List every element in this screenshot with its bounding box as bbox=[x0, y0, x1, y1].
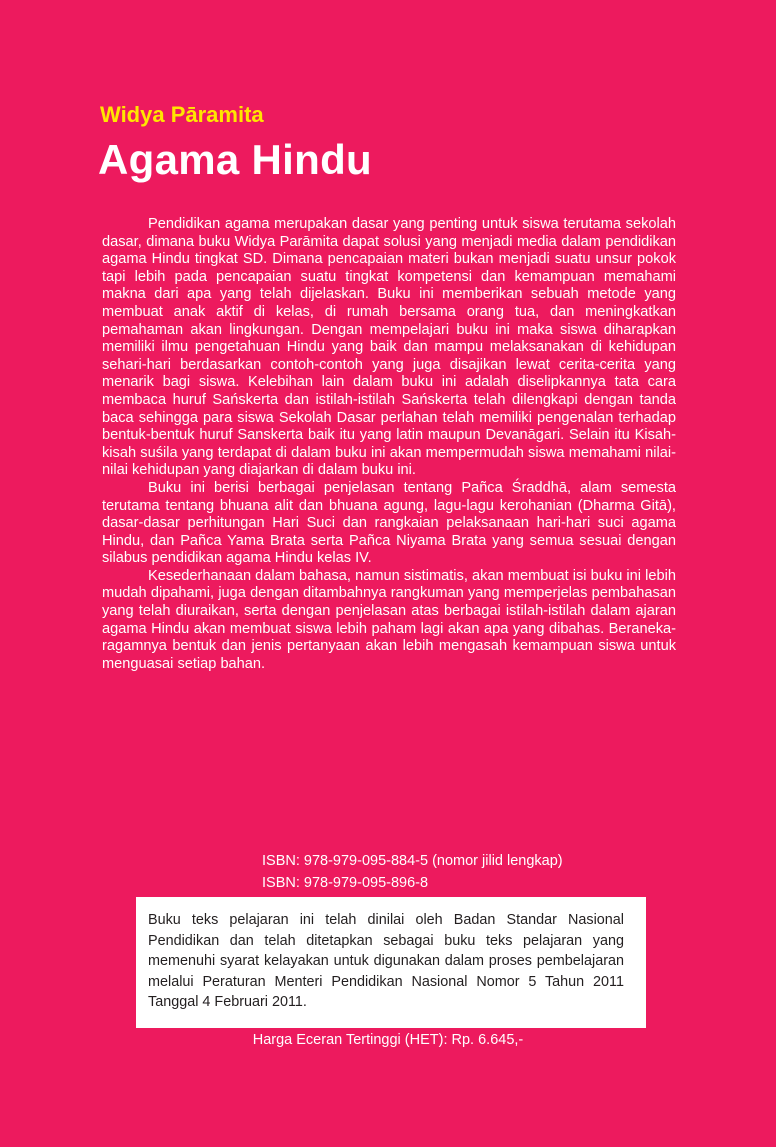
isbn-volume-number: ISBN: 978-979-095-896-8 bbox=[262, 875, 429, 891]
book-description bbox=[102, 216, 676, 673]
isbn-block bbox=[262, 850, 563, 894]
approval-notice-text: Buku teks pelajaran ini telah dinilai oleh Badan Standar Nasional Pendidikan dan telah ditetapkan sebagai buku teks pelajaran yang memenuhi syarat kelayakan untuk digunakan dalam proses pembelajaran melalui Peraturan Menteri Pendidikan Nasional Nomor 5 Tahun 2011 Tanggal 4 Februari 2011. bbox=[148, 912, 624, 1010]
isbn-set-number: ISBN: 978-979-095-884-5 (nomor jilid lengkap) bbox=[262, 853, 563, 869]
approval-notice-box bbox=[136, 897, 646, 1028]
series-name: Widya Pāramita bbox=[100, 102, 264, 127]
description-paragraph: Buku ini berisi berbagai penjelasan tentang Pañca Śraddhā, alam semesta terutama tentang bhuana alit dan bhuana agung, lagu-lagu kerohanian (Dharma Gitā), dasar-dasar perhitungan Hari Suci dan rangkaian pelaksanaan hari-hari suci agama Hindu, dan Pañca Yama Brata serta Pañca Niyama Brata yang semua sesuai dengan silabus pendidikan agama Hindu kelas IV. bbox=[102, 479, 676, 567]
retail-price: Harga Eceran Tertinggi (HET): Rp. 6.645,- bbox=[252, 1032, 524, 1048]
description-paragraph: Kesederhanaan dalam bahasa, namun sistimatis, akan membuat isi buku ini lebih mudah dipahami, juga dengan ditambahnya rangkuman yang memperjelas pembahasan yang telah diuraikan, serta dengan penjelasan atas berbagai istilah-istilah dalam ajaran agama Hindu akan membuat siswa lebih paham lagi akan apa yang dibahas. Beraneka-ragamnya bentuk dan jenis pertanyaan akan lebih mengasah kemampuan siswa untuk menguasai setiap bahan. bbox=[102, 567, 676, 672]
description-paragraph: Pendidikan agama merupakan dasar yang penting untuk siswa terutama sekolah dasar, dimana buku Widya Parāmita dapat solusi yang menjadi media dalam pendidikan agama Hindu tingkat SD. Dimana pencapaian materi bukan menjadi suatu unsur pokok tapi lebih pada pencapaian suatu tingkat kompetensi dan kemampuan memahami makna dari apa yang telah dijelaskan. Buku ini memberikan sebuah metode yang membuat anak aktif di kelas, di rumah bersama orang tua, dan meningkatkan pemahaman akan lingkungan. Dengan mempelajari buku ini maka siswa diharapkan memiliki ilmu pengetahuan Hindu yang baik dan mampu melaksanakan di kehidupan sehari-hari berdasarkan contoh-contoh yang juga disajikan lewat cerita-cerita yang menarik bagi siswa. Kelebihan lain dalam buku ini adalah diselipkannya tata cara membaca huruf Sańskerta dan istilah-istilah Sańskerta telah dilengkapi dengan tanda baca sehingga para siswa Sekolah Dasar perlahan telah memiliki pengenalan terhadap bentuk-bentuk huruf Sanskerta baik itu yang latin maupun Devanāgari. Selain itu Kisah-kisah suśila yang terdapat di dalam buku ini akan mempermudah siswa memahami nilai-nilai kehidupan yang diajarkan di dalam buku ini. bbox=[102, 216, 676, 479]
book-title: Agama Hindu bbox=[98, 136, 372, 183]
